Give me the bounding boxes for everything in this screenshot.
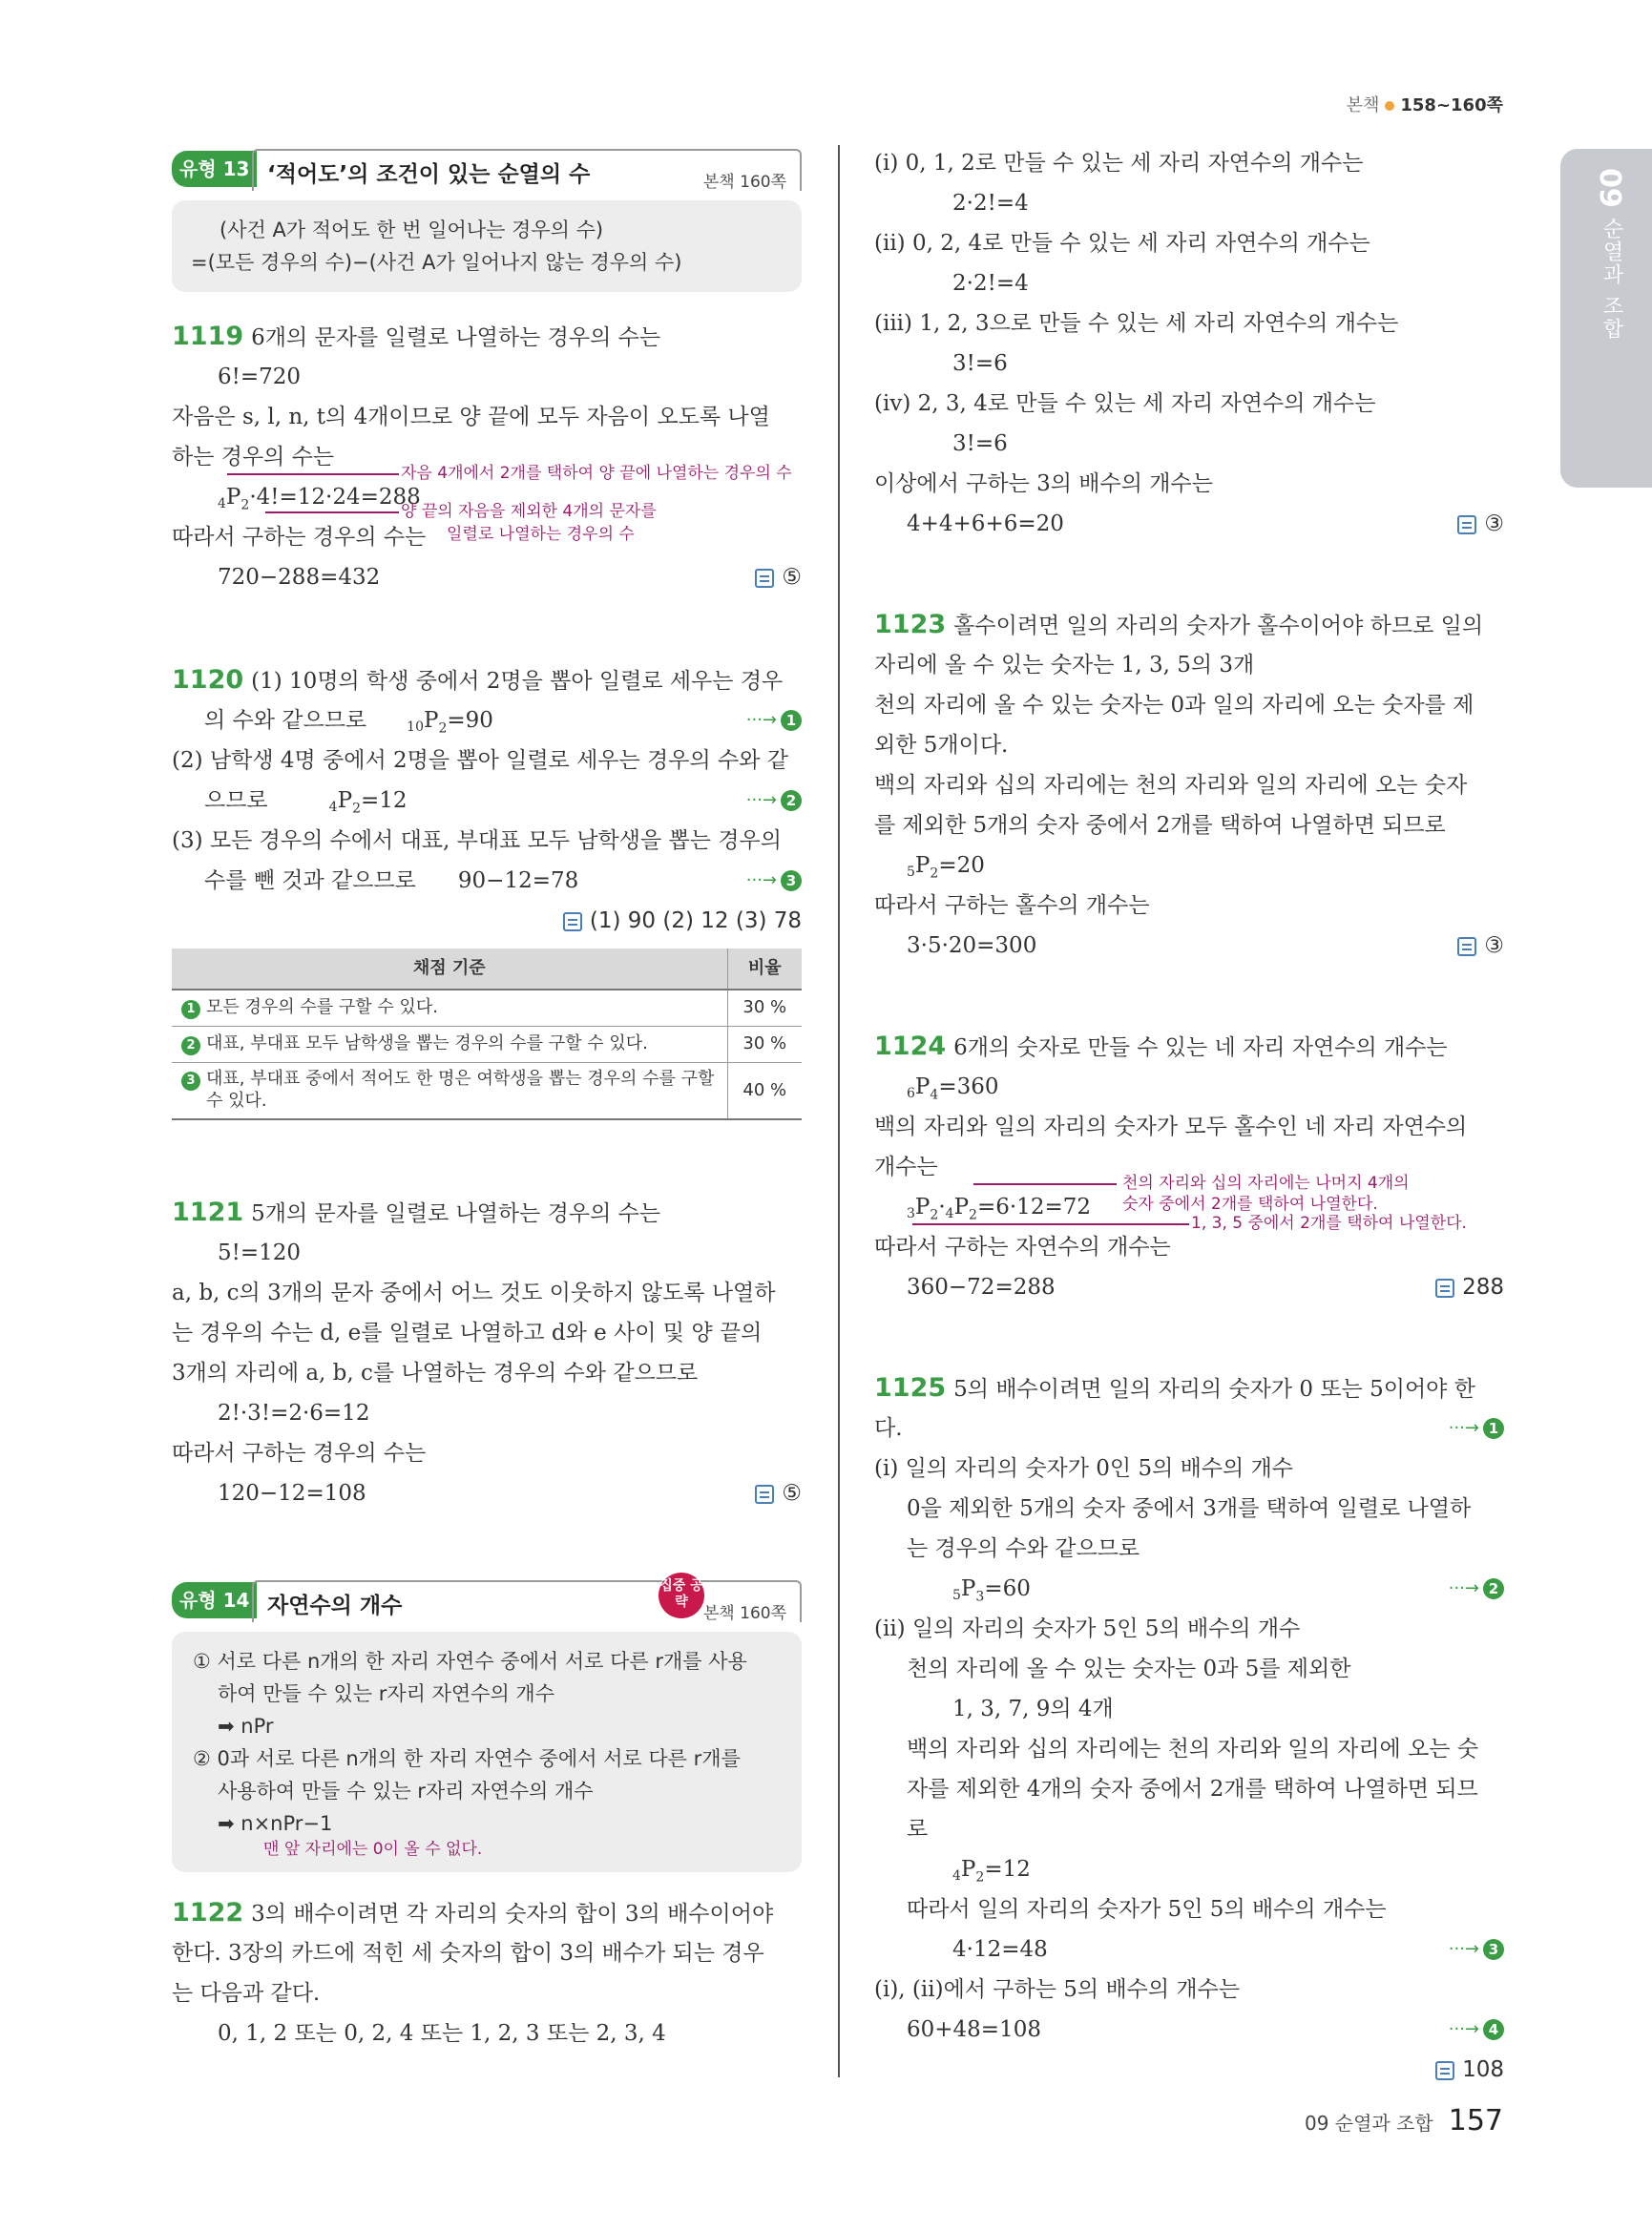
answer: ⑤ <box>755 1473 802 1513</box>
step-marker: ···→ 2 <box>746 781 802 821</box>
problem-number: 1123 <box>874 610 947 639</box>
type14-title-box <box>252 1580 802 1622</box>
solution-line: (3) 모든 경우의 수에서 대표, 부대표 모두 남학생을 뽑는 경우의 <box>172 828 782 853</box>
solution-line: 이상에서 구하는 3의 배수의 개수는 <box>874 471 1213 496</box>
column-divider <box>838 145 840 2077</box>
solution-line: (ii) 0, 2, 4로 만들 수 있는 세 자리 자연수의 개수는 <box>874 231 1370 256</box>
solution-line: 백의 자리와 일의 자리의 숫자가 모두 홀수인 네 자리 자연수의 <box>874 1115 1468 1139</box>
chapter-tab-name: 순열과 조합 <box>1600 218 1623 341</box>
chapter-tab[interactable] <box>1560 149 1652 488</box>
solution-line <box>172 901 802 941</box>
solution-line: (i) 0, 1, 2로 만들 수 있는 세 자리 자연수의 개수는 <box>874 151 1364 176</box>
solution-line: 개수는 <box>874 1155 938 1179</box>
answer: ③ <box>1457 926 1504 966</box>
solution-line: (1) 10명의 학생 중에서 2명을 뽑아 일렬로 세우는 경우 <box>251 669 784 694</box>
solution-line: 으므로 $4P_2=12$ ···→ 2 <box>172 781 802 821</box>
type13-title: ‘적어도’의 조건이 있는 순열의 수 <box>267 162 591 187</box>
solution-line: 2·2!=4 <box>952 191 1029 216</box>
solution-formula: $4P_2\cdot 4!=12\cdot 24=288$ 자음 4개에서 2개를 택하여 양 끝에 나열하는 경우의 수 양 끝의 자음을 제외한 4개의 문자를 <box>218 464 792 521</box>
table-row <box>172 1026 802 1062</box>
page-header <box>1347 92 1503 116</box>
type14-header <box>172 1574 802 1626</box>
answer: ⑤ <box>755 557 802 597</box>
table-header: 비율 <box>727 949 802 990</box>
solution-line: (i), (ii)에서 구하는 5의 배수의 개수는 <box>874 1977 1241 2002</box>
solution-line: (2) 남학생 4명 중에서 2명을 뽑아 일렬로 세우는 경우의 수와 같 <box>172 748 788 773</box>
solution-formula: $6P_4=360$ <box>907 1074 999 1103</box>
solution-line: 3·5·20=300 ③ <box>874 926 1504 966</box>
answer: (1) 90 (2) 12 (3) 78 <box>563 901 802 941</box>
solution-line: 하는 경우의 수는 <box>172 445 335 469</box>
step-marker: ···→ 1 <box>1449 1408 1504 1449</box>
solution-line: (ii) 일의 자리의 숫자가 5인 5의 배수의 개수 <box>874 1616 1301 1641</box>
annotation: 양 끝의 자음을 제외한 4개의 문자를 <box>401 502 657 521</box>
solution-line: 천의 자리에 올 수 있는 숫자는 0과 5를 제외한 <box>907 1657 1351 1681</box>
solution-line: 360−72=288 288 <box>874 1267 1504 1307</box>
table-cell: 40 % <box>727 1062 802 1119</box>
type14-note-line: ➡ nPr <box>218 1715 274 1738</box>
solution-line: 120−12=108 ⑤ <box>172 1473 802 1513</box>
chapter-tab-number: 09 <box>1593 168 1626 208</box>
solution-line: 4+4+6+6=20 ③ <box>874 504 1504 544</box>
answer: 108 <box>1435 2050 1504 2090</box>
solution-line: 자리에 올 수 있는 숫자는 1, 3, 5의 3개 <box>874 653 1255 678</box>
solution-line: 5개의 문자를 일렬로 나열하는 경우의 수는 <box>251 1201 661 1226</box>
answer: ③ <box>1457 504 1504 544</box>
type14-note-line: ② 0과 서로 다른 n개의 한 자리 자연수 중에서 서로 다른 r개를 <box>193 1747 741 1770</box>
type14-badge: 유형 14 <box>172 1582 257 1618</box>
problem-1119 <box>172 317 802 597</box>
solution-line: 수를 뺀 것과 같으므로 90−12=78 ···→ 3 <box>172 861 802 901</box>
table-cell: 1 모든 경우의 수를 구할 수 있다. <box>172 990 727 1026</box>
table-row <box>172 990 802 1026</box>
footer-chapter: 09 순열과 조합 <box>1304 2112 1433 2135</box>
annotation: 숫자 중에서 2개를 택하여 나열한다. <box>1122 1195 1378 1214</box>
solution-line: 백의 자리와 십의 자리에는 천의 자리와 일의 자리에 오는 숫 <box>907 1737 1479 1762</box>
solution-line: 를 제외한 5개의 숫자 중에서 2개를 택하여 나열하면 되므로 <box>874 813 1446 838</box>
step-marker: ···→ 3 <box>1449 1929 1504 1970</box>
problem-1121 <box>172 1193 802 1513</box>
page-number: 157 <box>1448 2104 1503 2137</box>
problem-number: 1119 <box>172 322 244 351</box>
solution-line: 자음은 s, l, n, t의 4개이므로 양 끝에 모두 자음이 오도록 나열 <box>172 405 770 429</box>
solution-formula: $4P_2=12$ <box>952 1857 1031 1886</box>
page-footer <box>1305 2104 1503 2137</box>
solution-line: 3개의 자리에 a, b, c를 나열하는 경우의 수와 같으므로 <box>172 1361 699 1386</box>
step-marker: ···→ 1 <box>746 700 802 740</box>
solution-line: 5의 배수이려면 일의 자리의 숫자가 0 또는 5이어야 한 <box>953 1377 1475 1402</box>
table-cell: 3 대표, 부대표 중에서 적어도 한 명은 여학생을 뽑는 경우의 수를 구할 수 있다. <box>172 1062 727 1119</box>
solution-line: 따라서 구하는 홀수의 개수는 <box>874 893 1150 918</box>
problem-1124 <box>874 1027 1504 1307</box>
problem-number: 1120 <box>172 665 244 695</box>
solution-line: 백의 자리와 십의 자리에는 천의 자리와 일의 자리에 오는 숫자 <box>874 773 1468 798</box>
solution-line: 3!=6 <box>952 431 1008 456</box>
solution-line: a, b, c의 3개의 문자 중에서 어느 것도 이웃하지 않도록 나열하 <box>172 1281 776 1305</box>
table-header: 채점 기준 <box>172 949 727 990</box>
type13-badge: 유형 13 <box>172 151 257 187</box>
solution-line: 따라서 구하는 자연수의 개수는 <box>874 1235 1171 1260</box>
solution-line: (iv) 2, 3, 4로 만들 수 있는 세 자리 자연수의 개수는 <box>874 391 1376 416</box>
type13-title-box <box>252 149 802 191</box>
solution-line: 2!·3!=2·6=12 <box>218 1401 370 1426</box>
type14-note-line: ① 서로 다른 n개의 한 자리 자연수 중에서 서로 다른 r개를 사용 <box>193 1650 747 1673</box>
solution-line: 는 다음과 같다. <box>172 1981 321 2006</box>
solution-line: 3!=6 <box>952 351 1008 376</box>
solution-line: 720−288=432 ⑤ <box>172 557 802 597</box>
solution-line: 천의 자리에 올 수 있는 숫자는 0과 일의 자리에 오는 숫자를 제 <box>874 693 1474 718</box>
solution-line: 6개의 숫자로 만들 수 있는 네 자리 자연수의 개수는 <box>953 1035 1448 1060</box>
left-column <box>172 143 802 2054</box>
solution-line: 1, 3, 7, 9의 4개 <box>952 1697 1114 1721</box>
solution-line: 2·2!=4 <box>952 271 1029 296</box>
annotation-line <box>973 1183 1117 1185</box>
step-marker: ···→ 4 <box>1449 2010 1504 2050</box>
solution-line: 자를 제외한 4개의 숫자 중에서 2개를 택하여 나열하면 되므 <box>907 1777 1478 1802</box>
solution-line: 6!=720 <box>218 365 302 389</box>
annotation: 일렬로 나열하는 경우의 수 <box>447 525 635 544</box>
problem-number: 1121 <box>172 1198 244 1227</box>
solution-line: (iii) 1, 2, 3으로 만들 수 있는 세 자리 자연수의 개수는 <box>874 311 1399 336</box>
solution-line: 따라서 구하는 경우의 수는 <box>172 1441 427 1466</box>
problem-number: 1122 <box>172 1898 244 1928</box>
answer-icon <box>755 1485 774 1504</box>
solution-line: 0, 1, 2 또는 0, 2, 4 또는 1, 2, 3 또는 2, 3, 4 <box>218 2021 666 2046</box>
type13-note <box>172 200 802 292</box>
step-marker: ···→ 2 <box>1449 1569 1504 1609</box>
table-cell: 30 % <box>727 990 802 1026</box>
type14-note-line: 사용하여 만들 수 있는 r자리 자연수의 개수 <box>218 1780 594 1803</box>
type13-header <box>172 143 802 195</box>
solution-line: 한다. 3장의 카드에 적힌 세 숫자의 합이 3의 배수가 되는 경우 <box>172 1941 764 1966</box>
annotation: 자음 4개에서 2개를 택하여 양 끝에 나열하는 경우의 수 <box>401 464 792 483</box>
answer-icon <box>1457 937 1476 956</box>
type14-note-line: ➡ n×nPr−1 <box>218 1812 333 1835</box>
annotation-line <box>912 1223 1189 1225</box>
annotation: 1, 3, 5 중에서 2개를 택하여 나열한다. <box>1191 1214 1467 1233</box>
solution-line: 따라서 구하는 경우의 수는 일렬로 나열하는 경우의 수 <box>172 525 635 550</box>
header-label: 본책 <box>1346 95 1380 115</box>
annotation: 맨 앞 자리에는 0이 올 수 없다. <box>263 1840 483 1859</box>
answer-icon <box>1435 1279 1454 1298</box>
problem-1125 <box>874 1368 1504 2090</box>
annotation-line <box>265 511 399 513</box>
solution-line: 60+48=108 ···→ 4 <box>874 2010 1504 2050</box>
solution-line: 3의 배수이려면 각 자리의 숫자의 합이 3의 배수이어야 <box>251 1902 774 1927</box>
solution-line: 5!=120 <box>218 1241 302 1265</box>
solution-formula: $5P_2=20$ <box>907 853 985 882</box>
problem-1122 <box>172 1893 802 2054</box>
table-cell: 30 % <box>727 1026 802 1062</box>
right-column <box>874 143 1504 2090</box>
scoring-table <box>172 949 802 1120</box>
type13-ref: 본책 160쪽 <box>702 173 786 192</box>
focus-badge: 집중 공략 <box>659 1573 704 1618</box>
problem-number: 1125 <box>874 1373 947 1403</box>
solution-formula: $5P_3=60$ ···→ 2 <box>874 1569 1504 1609</box>
solution-line: 는 경우의 수와 같으므로 <box>907 1536 1140 1561</box>
header-pages: 158~160쪽 <box>1400 95 1503 115</box>
solution-line: 외한 5개이다. <box>874 733 1009 758</box>
header-dot-icon <box>1385 101 1394 111</box>
solution-line: 4·12=48 ···→ 3 <box>874 1929 1504 1970</box>
answer-icon <box>1435 2061 1454 2080</box>
problem-1123 <box>874 605 1504 966</box>
solution-line <box>874 2050 1504 2090</box>
answer-icon <box>755 569 774 588</box>
type14-note-line: 하여 만들 수 있는 r자리 자연수의 개수 <box>218 1682 554 1705</box>
solution-line: 로 <box>907 1817 929 1842</box>
solution-line: 홀수이려면 일의 자리의 숫자가 홀수이어야 하므로 일의 <box>953 614 1484 638</box>
problem-number: 1124 <box>874 1032 947 1061</box>
type14-title: 자연수의 개수 <box>267 1594 403 1618</box>
solution-line: 따라서 일의 자리의 숫자가 5인 5의 배수의 개수는 <box>907 1897 1387 1922</box>
type14-note <box>172 1632 802 1872</box>
answer: 288 <box>1435 1267 1504 1307</box>
step-marker: ···→ 3 <box>746 861 802 901</box>
solution-line: 의 수와 같으므로 $10P_2=90$ ···→ 1 <box>172 700 802 740</box>
type14-ref: 본책 160쪽 <box>702 1604 786 1623</box>
answer-icon <box>563 912 582 931</box>
solution-line: 는 경우의 수는 d, e를 일렬로 나열하고 d와 e 사이 및 양 끝의 <box>172 1321 763 1345</box>
answer-icon <box>1457 515 1476 534</box>
table-row <box>172 1062 802 1119</box>
annotation: 천의 자리와 십의 자리에는 나머지 4개의 <box>1122 1174 1410 1193</box>
solution-line: (i) 일의 자리의 숫자가 0인 5의 배수의 개수 <box>874 1456 1294 1481</box>
problem-1122-continued <box>874 143 1504 544</box>
solution-line: 6개의 문자를 일렬로 나열하는 경우의 수는 <box>251 325 661 350</box>
solution-line: 다. ···→ 1 <box>874 1408 1504 1449</box>
type13-note-line: (사건 A가 적어도 한 번 일어나는 경우의 수) <box>220 219 604 241</box>
table-cell: 2 대표, 부대표 모두 남학생을 뽑는 경우의 수를 구할 수 있다. <box>172 1026 727 1062</box>
solution-formula: $3P_2\cdot 4P_2=6\cdot 12=72$ 천의 자리와 십의 자리에는 나머지 4개의 숫자 중에서 2개를 택하여 나열한다. 1, 3, 5 중에서 2개를 택하여 나열한다. <box>907 1174 1467 1233</box>
annotation-line <box>227 473 399 475</box>
problem-1120 <box>172 660 802 941</box>
type13-note-line: =(모든 경우의 수)−(사건 A가 일어나지 않는 경우의 수) <box>191 251 682 274</box>
table-header-row <box>172 949 802 990</box>
solution-line: 0을 제외한 5개의 숫자 중에서 3개를 택하여 일렬로 나열하 <box>907 1496 1472 1521</box>
